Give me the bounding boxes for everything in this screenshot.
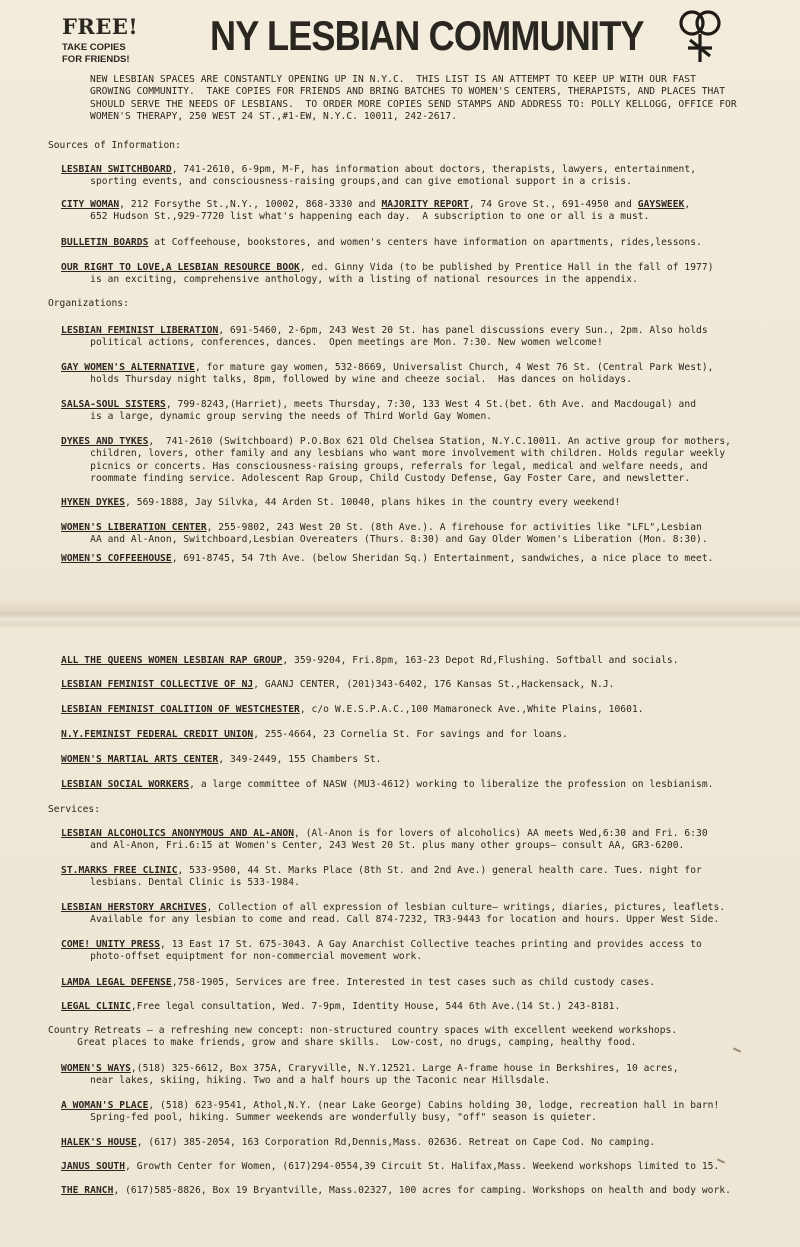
entry-name: OUR RIGHT TO LOVE,A LESBIAN RESOURCE BOOK bbox=[61, 262, 300, 273]
entry-name: SALSA-SOUL SISTERS bbox=[61, 399, 166, 410]
entry-name: A WOMAN'S PLACE bbox=[61, 1100, 149, 1111]
entry-womens-martial-arts-center: WOMEN'S MARTIAL ARTS CENTER, 349-2449, 155 Chambers St. bbox=[61, 754, 382, 765]
entry-salsa-soul-sisters: SALSA-SOUL SISTERS, 799-8243,(Harriet), meets Thursday, 7:30, 133 West 4 St.(bet. 6th Ave. and Macdougal) and is a large, dynamic group serving the needs of Third World Gay Women. bbox=[61, 399, 697, 423]
entry-name: HYKEN DYKES bbox=[61, 497, 126, 508]
section-organizations: Organizations: bbox=[48, 298, 129, 309]
entry-bulletin-boards: BULLETIN BOARDS at Coffeehouse, bookstores, and women's centers have information on apartments, rides,lessons. bbox=[61, 237, 702, 248]
entry-name: CITY WOMAN bbox=[61, 199, 120, 210]
entry-name: WOMEN'S WAYS bbox=[61, 1063, 131, 1074]
double-venus-icon bbox=[674, 6, 726, 66]
entry-name: GAY WOMEN'S ALTERNATIVE bbox=[61, 362, 195, 373]
entry-name: THE RANCH bbox=[61, 1185, 114, 1196]
entry-lamda-legal-defense: LAMDA LEGAL DEFENSE,758-1905, Services are free. Interested in test cases such as child custody cases. bbox=[61, 977, 656, 988]
entry-name: BULLETIN BOARDS bbox=[61, 237, 149, 248]
entry-lesbian-feminist-collective-nj: LESBIAN FEMINIST COLLECTIVE OF NJ, GAANJ CENTER, (201)343-6402, 176 Kansas St.,Hackensack, N.J. bbox=[61, 679, 615, 690]
entry-all-the-queens-women: ALL THE QUEENS WOMEN LESBIAN RAP GROUP, 359-9204, Fri.8pm, 163-23 Depot Rd,Flushing. Softball and socials. bbox=[61, 655, 679, 666]
entry-name: LESBIAN SWITCHBOARD bbox=[61, 164, 172, 175]
entry-name: LESBIAN HERSTORY ARCHIVES bbox=[61, 902, 207, 913]
entry-city-woman: CITY WOMAN, 212 Forsythe St.,N.Y., 10002, 868-3330 and MAJORITY REPORT, 74 Grove St., 691-4950 and GAYSWEEK, 652 Hudson St.,929-7720 list what's happening each day. A subscription to one or all is a must. bbox=[61, 199, 691, 223]
entry-name: ALL THE QUEENS WOMEN LESBIAN RAP GROUP bbox=[61, 655, 283, 666]
entry-lesbian-feminist-liberation: LESBIAN FEMINIST LIBERATION, 691-5460, 2-6pm, 243 West 20 St. has panel discussions every Sun., 2pm. Also holds political actions, conferences, dances. Open meetings are Mon. 7:30. New women welcome! bbox=[61, 325, 708, 349]
entry-ny-feminist-credit-union: N.Y.FEMINIST FEDERAL CREDIT UNION, 255-4664, 23 Cornelia St. For savings and for loans. bbox=[61, 729, 568, 740]
page-fold bbox=[0, 612, 800, 626]
entry-haleks-house: HALEK'S HOUSE, (617) 385-2054, 163 Corporation Rd,Dennis,Mass. 02636. Retreat on Cape Cod. No camping. bbox=[61, 1137, 656, 1148]
entry-name: JANUS SOUTH bbox=[61, 1161, 126, 1172]
entry-hyken-dykes: HYKEN DYKES, 569-1888, Jay Silvka, 44 Arden St. 10040, plans hikes in the country every weekend! bbox=[61, 497, 621, 508]
entry-lesbian-feminist-coalition-westchester: LESBIAN FEMINIST COALITION OF WESTCHESTER, c/o W.E.S.P.A.C.,100 Mamaroneck Ave.,White Plains, 10601. bbox=[61, 704, 644, 715]
entry-a-womans-place: A WOMAN'S PLACE, (518) 623-9541, Athol,N.Y. (near Lake George) Cabins holding 30, lodge, recreation hall in barn! Spring-fed pool, hiking. Summer weekends are wonderfully busy, "off" season is quieter. bbox=[61, 1100, 720, 1124]
entry-our-right-to-love: OUR RIGHT TO LOVE,A LESBIAN RESOURCE BOOK, ed. Ginny Vida (to be published by Prentice Hall in the fall of 1977) is an exciting, comprehensive anthology, with a listing of national resources in the appendix. bbox=[61, 262, 714, 286]
entry-janus-south: JANUS SOUTH, Growth Center for Women, (617)294-0554,39 Circuit St. Halifax,Mass. Weekend workshops limited to 15. bbox=[61, 1161, 720, 1172]
entry-lesbian-switchboard: LESBIAN SWITCHBOARD, 741-2610, 6-9pm, M-F, has information about doctors, therapists, lawyers, entertainment, sporting events, and consciousness-raising groups,and can give emotional support in a crisis. bbox=[61, 164, 697, 188]
entry-womens-liberation-center: WOMEN'S LIBERATION CENTER, 255-9802, 243 West 20 St. (8th Ave.). A firehouse for activities like "LFL",Lesbian AA and Al-Anon, Switchboard,Lesbian Overeaters (Thurs. 8:30) and Gay Older Women's Liberation (Mon. 8:30). bbox=[61, 522, 708, 546]
paper-speck bbox=[733, 1047, 741, 1052]
take-copies-label: TAKE COPIES FOR FRIENDS! bbox=[62, 42, 130, 65]
entry-name: LEGAL CLINIC bbox=[61, 1001, 131, 1012]
entry-name: LESBIAN FEMINIST COALITION OF WESTCHESTER bbox=[61, 704, 300, 715]
entry-lesbian-aa-al-anon: LESBIAN ALCOHOLICS ANONYMOUS AND AL-ANON, (Al-Anon is for lovers of alcoholics) AA meets Wed,6:30 and Fri. 6:30 and Al-Anon, Fri.6:15 at Women's Center, 243 West 20 St. plus many other groups— consult AA, GR3-6200. bbox=[61, 828, 708, 852]
entry-legal-clinic: LEGAL CLINIC,Free legal consultation, Wed. 7-9pm, Identity House, 544 6th Ave.(14 St.) 243-8181. bbox=[61, 1001, 621, 1012]
entry-lesbian-herstory-archives: LESBIAN HERSTORY ARCHIVES, Collection of all expression of lesbian culture— writings, diaries, pictures, leaflets. Available for any lesbian to come and read. Call 874-7232, TR3-9443 for location and hours. Upper West Side. bbox=[61, 902, 726, 926]
section-sources: Sources of Information: bbox=[48, 140, 181, 151]
entry-name: MAJORITY REPORT bbox=[381, 199, 469, 210]
entry-womens-coffeehouse: WOMEN'S COFFEEHOUSE, 691-8745, 54 7th Ave. (below Sheridan Sq.) Entertainment, sandwiches, a nice place to meet. bbox=[61, 553, 714, 564]
entry-name: LESBIAN FEMINIST COLLECTIVE OF NJ bbox=[61, 679, 254, 690]
entry-name: LESBIAN ALCOHOLICS ANONYMOUS AND AL-ANON bbox=[61, 828, 295, 839]
entry-womens-ways: WOMEN'S WAYS,(518) 325-6612, Box 375A, Craryville, N.Y.12521. Large A-frame house in Berkshires, 10 acres, near lakes, skiing, hiking. Two and a half hours up the Taconic near Hillsdale. bbox=[61, 1063, 679, 1087]
section-country-retreats: Country Retreats — a refreshing new concept: non-structured country spaces with excellent weekend workshops. Great places to make friends, grow and share skills. Low-cost, no drugs, camping, healthy food. bbox=[48, 1025, 678, 1049]
entry-gay-womens-alternative: GAY WOMEN'S ALTERNATIVE, for mature gay women, 532-8669, Universalist Church, 4 West 76 St. (Central Park West), holds Thursday night talks, 8pm, followed by wine and cheeze social. Has dances on holidays. bbox=[61, 362, 714, 386]
free-label: FREE! bbox=[62, 14, 139, 39]
entry-st-marks-free-clinic: ST.MARKS FREE CLINIC, 533-9500, 44 St. Marks Place (8th St. and 2nd Ave.) general health care. Tues. night for lesbians. Dental Clinic is 533-1984. bbox=[61, 865, 702, 889]
entry-name: ST.MARKS FREE CLINIC bbox=[61, 865, 178, 876]
entry-the-ranch: THE RANCH, (617)585-8826, Box 19 Bryantville, Mass.02327, 100 acres for camping. Workshops on health and body work. bbox=[61, 1185, 731, 1196]
entry-lesbian-social-workers: LESBIAN SOCIAL WORKERS, a large committee of NASW (MU3-4612) working to liberalize the profession on lesbianism. bbox=[61, 779, 714, 790]
entry-name: COME! UNITY PRESS bbox=[61, 939, 161, 950]
entry-name: LAMDA LEGAL DEFENSE bbox=[61, 977, 172, 988]
entry-name: LESBIAN FEMINIST LIBERATION bbox=[61, 325, 219, 336]
entry-name: LESBIAN SOCIAL WORKERS bbox=[61, 779, 190, 790]
entry-name: DYKES AND TYKES bbox=[61, 436, 149, 447]
entry-name: GAYSWEEK bbox=[637, 199, 685, 210]
entry-name: WOMEN'S LIBERATION CENTER bbox=[61, 522, 207, 533]
entry-name: N.Y.FEMINIST FEDERAL CREDIT UNION bbox=[61, 729, 254, 740]
entry-dykes-and-tykes: DYKES AND TYKES, 741-2610 (Switchboard) P.O.Box 621 Old Chelsea Station, N.Y.C.10011. An active group for mothers, children, lovers, other family and any lesbians who want more involvement with children. Holds regular weekly picnics or concerts. Has consciousness-raising groups, referrals for legal, medical and welfare needs, and roommate finding service. Adolescent Rap Group, Child Custody Defense, Gay Foster Care, and newsletter. bbox=[61, 436, 731, 484]
entry-name: WOMEN'S MARTIAL ARTS CENTER bbox=[61, 754, 219, 765]
entry-name: HALEK'S HOUSE bbox=[61, 1137, 137, 1148]
intro-paragraph: NEW LESBIAN SPACES ARE CONSTANTLY OPENING UP IN N.Y.C. THIS LIST IS AN ATTEMPT TO KEEP UP WITH OUR FAST GROWING COMMUNITY. TAKE COPIES FOR FRIENDS AND BRING BATCHES TO WOMEN'S CENTERS, THERAPISTS, AND PLACES THAT SHOULD SERVE THE NEEDS OF LESBIANS. TO ORDER MORE COPIES SEND STAMPS AND ADDRESS TO: POLLY KELLOGG, OFFICE FOR WOMEN'S THERAPY, 250 WEST 24 ST.,#1-EW, N.Y.C. 10011, 242-2617. bbox=[90, 74, 737, 122]
section-services: Services: bbox=[48, 804, 100, 815]
entry-name: WOMEN'S COFFEEHOUSE bbox=[61, 553, 172, 564]
page-title: NY LESBIAN COMMUNITY bbox=[210, 12, 644, 59]
entry-come-unity-press: COME! UNITY PRESS, 13 East 17 St. 675-3043. A Gay Anarchist Collective teaches printing and provides access to photo-offset equiptment for non-commercial movement work. bbox=[61, 939, 702, 963]
